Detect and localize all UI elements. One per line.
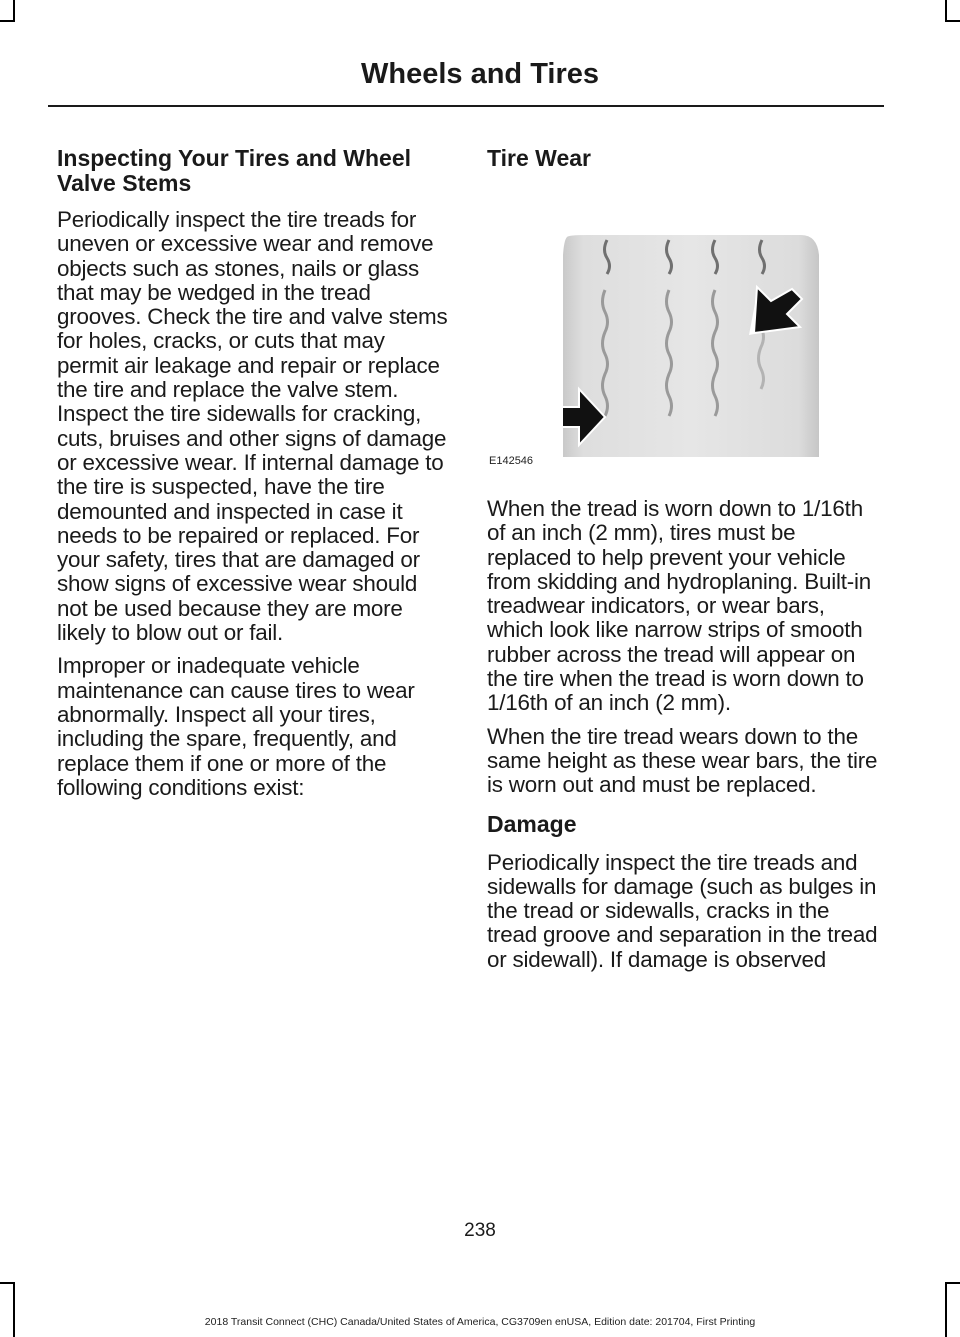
left-column: [57, 146, 449, 809]
paragraph: When the tire tread wears down to the same height as these wear bars, the tire is worn out and must be replaced.: [487, 723, 878, 798]
paragraph: Improper or inadequate vehicle maintenance can cause tires to wear abnormally. Inspect all your tires, including the spare, frequently, and replace them if one or more of the following conditions exist:: [57, 653, 415, 800]
paragraph: Periodically inspect the tire treads and sidewalls for damage (such as bulges in the tread or sidewalls, cracks in the tread groove and separation in the tread or sidewall). If damage is observed: [487, 849, 878, 972]
crop-mark: [0, 1282, 15, 1284]
crop-mark: [945, 0, 947, 22]
crop-mark: [945, 20, 960, 22]
section-heading: Inspecting Your Tires and Wheel Valve Stems: [57, 145, 412, 196]
crop-mark: [13, 1282, 15, 1337]
page-number: 238: [464, 1220, 496, 1241]
section-heading: Tire Wear: [487, 145, 591, 171]
figure-code: E142546: [489, 455, 534, 467]
crop-mark: [945, 1282, 947, 1337]
tire-tread-figure: [487, 185, 787, 467]
paragraph: When the tread is worn down to 1/16th of an inch (2 mm), tires must be replaced to help prevent your vehicle from skidding and hydroplaning. Built-in treadwear indicators, or wear bars, which look like narrow strips of smooth rubber across the tread will appear on the tire when the tread is worn down to 1/16th of an inch (2 mm).: [487, 496, 872, 716]
section-heading: Damage: [487, 810, 577, 837]
paragraph: Periodically inspect the tire treads for uneven or excessive wear and remove objects such as stones, nails or glass that may be wedged in the tread grooves. Check the tire and valve stems for holes, cracks, or cuts that may permit air leakage and repair or replace the tire and replace the valve stem. Inspect the tire sidewalls for cracking, cuts, bruises and other signs of damage or excessive wear. If internal damage to the tire is suspected, have the tire demounted and inspected in case it needs to be repaired or replaced. For your safety, tires that are damaged or show signs of excessive wear should not be used because they are more likely to blow out or fail.: [57, 207, 448, 646]
crop-mark: [0, 20, 15, 22]
right-column: [487, 146, 882, 981]
tire-tread-illustration: [487, 185, 822, 457]
header-divider: [48, 105, 884, 107]
footer-text: 2018 Transit Connect (CHC) Canada/United States of America, CG3709en enUSA, Edition date: 201704, First Printing: [204, 1316, 756, 1328]
page-title: Wheels and Tires: [361, 58, 599, 90]
crop-mark: [13, 0, 15, 22]
crop-mark: [945, 1282, 960, 1284]
